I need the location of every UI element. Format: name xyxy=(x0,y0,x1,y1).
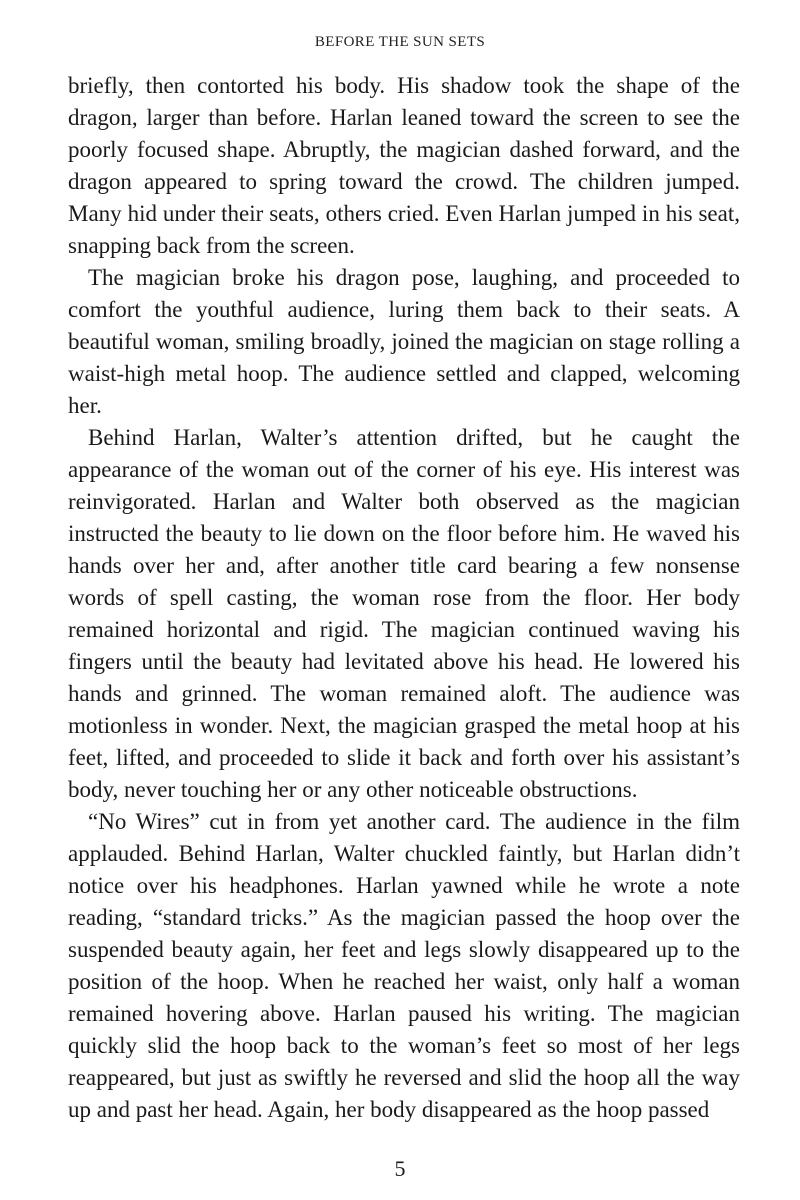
running-head: BEFORE THE SUN SETS xyxy=(314,34,486,50)
paragraph-2: The magician broke his dragon pose, laughing, and proceeded to comfort the youthful audience, luring them back to their seats. A beautiful woman, smiling broadly, joined the magician on stage rolling a waist-high metal hoop. The audience settled and clapped, welcoming her. xyxy=(68,265,740,418)
body-text xyxy=(68,70,740,1126)
paragraph-1: briefly, then contorted his body. His shadow took the shape of the dragon, larger than before. Harlan leaned toward the screen to see the poorly focused shape. Abruptly, the magician dashed forward, and the dragon appeared to spring toward the crowd. The children jumped. Many hid under their seats, others cried. Even Harlan jumped in his seat, snapping back from the screen. xyxy=(68,73,740,258)
paragraph-4: “No Wires” cut in from yet another card. The audience in the film applauded. Behind Harlan, Walter chuckled faintly, but Harlan didn’t notice over his headphones. Harlan yawned while he wrote a note reading, “standard tricks.” As the magician passed the hoop over the suspended beauty again, her feet and legs slowly disappeared up to the position of the hoop. When he reached her waist, only half a woman remained hovering above. Harlan paused his writing. The magician quickly slid the hoop back to the woman’s feet so most of her legs reappeared, but just as swiftly he reversed and slid the hoop all the way up and past her head. Again, her body disappeared as the hoop passed xyxy=(68,809,740,1122)
page-number: 5 xyxy=(394,1156,406,1181)
paragraph-3: Behind Harlan, Walter’s attention drifted, but he caught the appearance of the woman out of the corner of his eye. His interest was reinvigorated. Harlan and Walter both observed as the magician instructed the beauty to lie down on the floor before him. He waved his hands over her and, after another title card bearing a few nonsense words of spell casting, the woman rose from the floor. Her body remained horizontal and rigid. The magician continued waving his fingers until the beauty had levitated above his head. He lowered his hands and grinned. The woman remained aloft. The audience was motionless in wonder. Next, the magician grasped the metal hoop at his feet, lifted, and proceeded to slide it back and forth over his assistant’s body, never touching her or any other noticeable obstructions. xyxy=(68,425,740,802)
